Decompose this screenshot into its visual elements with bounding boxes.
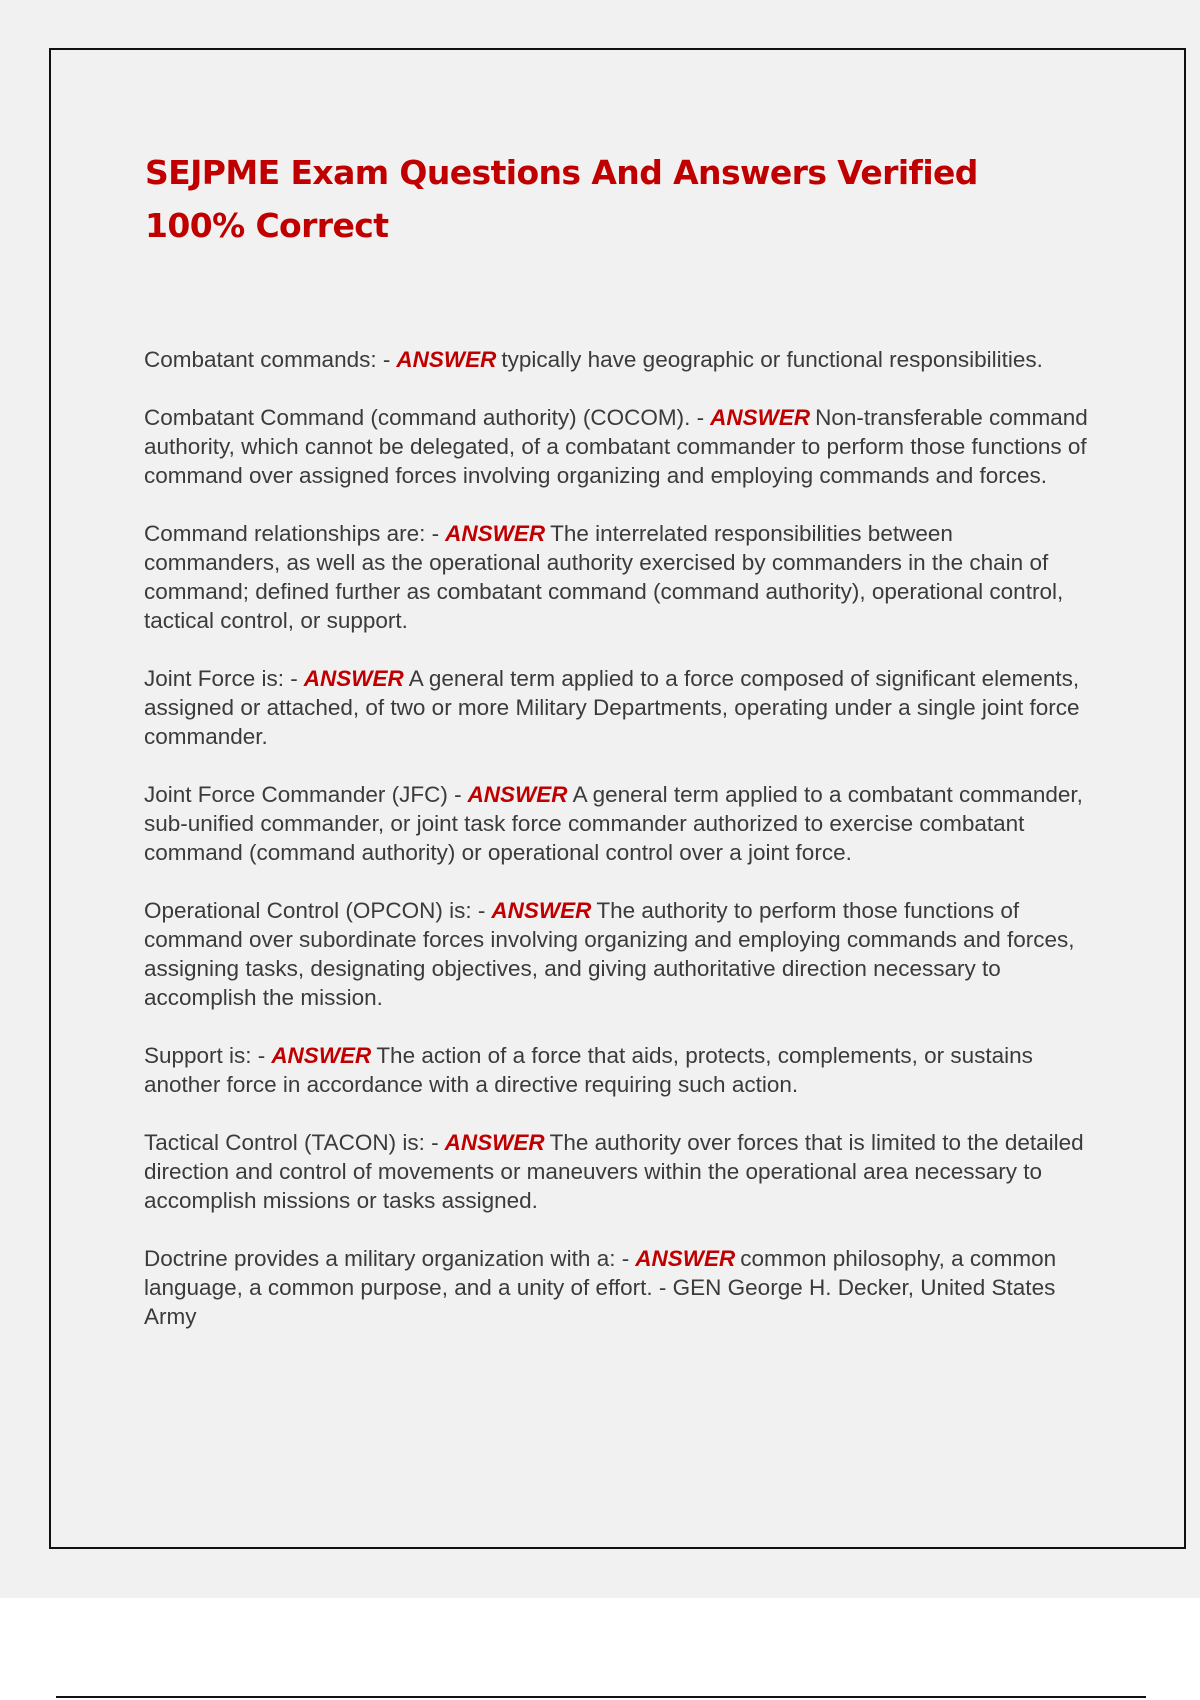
question-text: Support is: -	[144, 1043, 266, 1068]
answer-label: ANSWER	[445, 521, 546, 546]
qa-item	[144, 780, 1089, 867]
qa-list	[144, 345, 1089, 1360]
answer-label: ANSWER	[396, 347, 497, 372]
answer-text: The action of a force that aids, protects, complements, or sustains another force in accordance with a directive requiring such action.	[144, 1043, 1033, 1097]
answer-label: ANSWER	[491, 898, 592, 923]
answer-text: common philosophy, a common language, a common purpose, and a unity of effort. - GEN George H. Decker, United States Army	[144, 1246, 1057, 1329]
answer-label: ANSWER	[444, 1130, 545, 1155]
answer-text: The authority to perform those functions of command over subordinate forces involving organizing and employing commands and forces, assigning tasks, designating objectives, and giving authoritative direction necessary to accomplish the mission.	[144, 898, 1075, 1010]
qa-item	[144, 403, 1089, 490]
question-text: Operational Control (OPCON) is: -	[144, 898, 486, 923]
footer-divider	[56, 1696, 1146, 1698]
qa-item	[144, 896, 1089, 1012]
qa-item	[144, 519, 1089, 635]
qa-item	[144, 1244, 1089, 1331]
qa-item	[144, 345, 1089, 374]
question-text: Joint Force Commander (JFC) -	[144, 782, 462, 807]
question-text: Tactical Control (TACON) is: -	[144, 1130, 439, 1155]
qa-item	[144, 1128, 1089, 1215]
answer-text: typically have geographic or functional responsibilities.	[501, 347, 1043, 372]
question-text: Command relationships are: -	[144, 521, 440, 546]
answer-label: ANSWER	[635, 1246, 736, 1271]
answer-text: A general term applied to a combatant commander, sub-unified commander, or joint task force commander authorized to exercise combatant command (command authority) or operational control over a joint force.	[144, 782, 1083, 865]
question-text: Joint Force is: -	[144, 666, 298, 691]
answer-label: ANSWER	[271, 1043, 372, 1068]
answer-text: Non-transferable command authority, which cannot be delegated, of a combatant commander to perform those functions of command over assigned forces involving organizing and employing commands and forces.	[144, 405, 1088, 488]
answer-label: ANSWER	[710, 405, 811, 430]
answer-label: ANSWER	[467, 782, 568, 807]
question-text: Combatant Command (command authority) (COCOM). -	[144, 405, 705, 430]
answer-text: The authority over forces that is limited to the detailed direction and control of movements or maneuvers within the operational area necessary to accomplish missions or tasks assigned.	[144, 1130, 1084, 1213]
qa-item	[144, 664, 1089, 751]
question-text: Combatant commands: -	[144, 347, 391, 372]
qa-item	[144, 1041, 1089, 1099]
question-text: Doctrine provides a military organization with a: -	[144, 1246, 630, 1271]
answer-label: ANSWER	[303, 666, 404, 691]
document-title: SEJPME Exam Questions And Answers Verified 100% Correct	[145, 153, 978, 245]
answer-text: The interrelated responsibilities between commanders, as well as the operational authority exercised by commanders in the chain of command; defined further as combatant command (command authority), operational control, tactical control, or support.	[144, 521, 1064, 633]
answer-text: A general term applied to a force composed of significant elements, assigned or attached, of two or more Military Departments, operating under a single joint force commander.	[144, 666, 1080, 749]
